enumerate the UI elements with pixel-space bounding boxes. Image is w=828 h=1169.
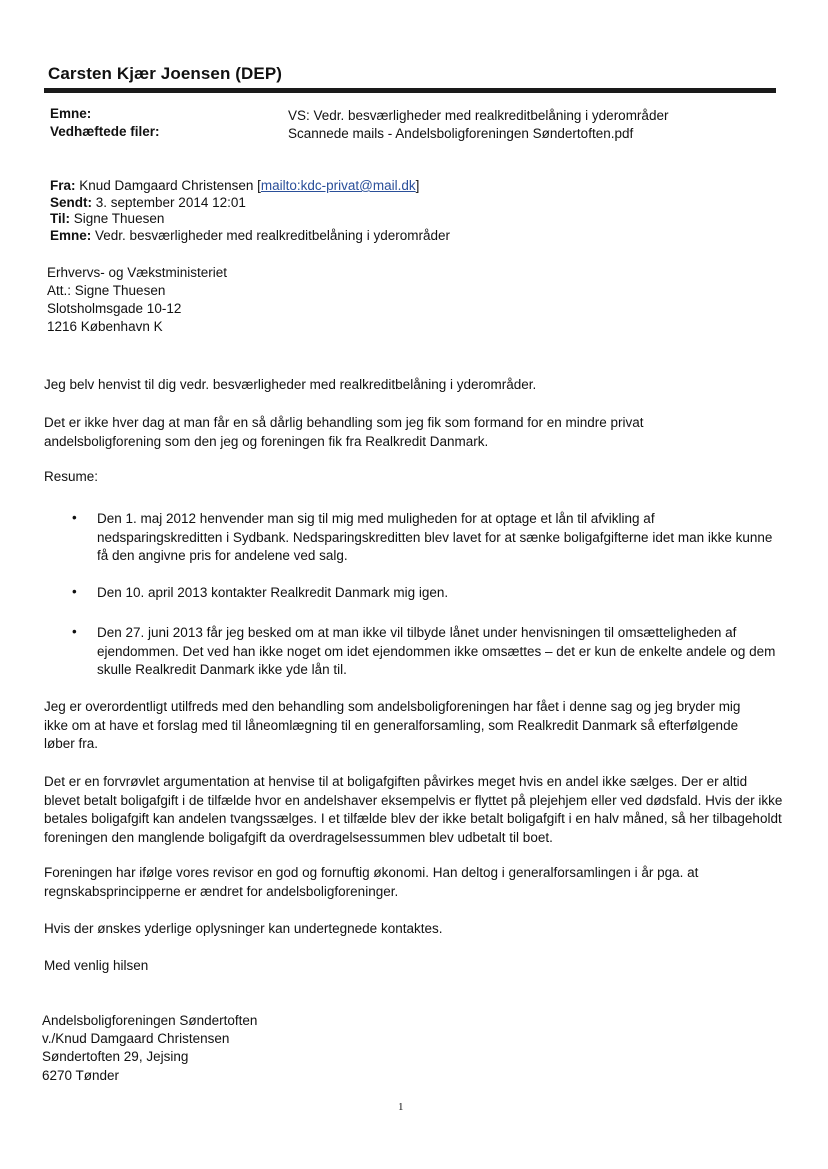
bullet-dot: • — [72, 510, 77, 525]
bullet-dot: • — [72, 584, 77, 599]
sent-label: Sendt: — [50, 195, 92, 210]
to-value: Signe Thuesen — [73, 211, 165, 226]
page-number: 1 — [398, 1101, 404, 1113]
subject-label: Emne: — [50, 106, 92, 121]
address-line: Erhvervs- og Vækstministeriet — [47, 265, 228, 280]
address-line: Slotsholmsgade 10-12 — [47, 301, 182, 316]
closing: Med venlig hilsen — [44, 958, 149, 973]
bullet-dot: • — [72, 624, 77, 639]
sent-value: 3. september 2014 12:01 — [95, 195, 246, 210]
signature-line: Andelsboligforeningen Søndertoften — [42, 1013, 258, 1028]
from-email-link[interactable]: mailto:kdc-privat@mail.dk — [260, 178, 416, 193]
resume-label: Resume: — [44, 469, 99, 484]
address-line: Att.: Signe Thuesen — [47, 283, 166, 298]
forwarded-subject-value: Vedr. besværligheder med realkreditbelåning i yderområder — [95, 228, 450, 243]
sender-heading: Carsten Kjær Joensen (DEP) — [48, 64, 283, 83]
to-label: Til: — [50, 211, 70, 226]
from-line: Fra: Knud Damgaard Christensen [mailto:kdc-privat@mail.dk] — [50, 178, 420, 193]
body-paragraph: Jeg er overordentligt utilfreds med den behandling som andelsboligforeningen har fået i denne sag og jeg bryder mig ikke om at have et forslag med til låneomlægning til en generalforsamling, som Realkredit Danmark så efterfølgende løber fra. — [44, 699, 741, 751]
to-line — [50, 211, 164, 226]
signature-line: Søndertoften 29, Jejsing — [42, 1049, 189, 1064]
subject-value: VS: Vedr. besværligheder med realkreditbelåning i yderområder — [288, 108, 669, 123]
body-paragraph: Foreningen har ifølge vores revisor en god og fornuftig økonomi. Han deltog i generalforsamlingen i år pga. at regnskabsprincipperne er ændret for andelsboligforeninger. — [44, 865, 699, 899]
bullet-item: Den 10. april 2013 kontakter Realkredit Danmark mig igen. — [97, 585, 449, 600]
attachments-label: Vedhæftede filer: — [50, 124, 160, 139]
body-paragraph: Det er ikke hver dag at man får en så dårlig behandling som jeg fik som formand for en mindre privat andelsboligforening som den jeg og foreningen fik fra Realkredit Danmark. — [44, 415, 644, 449]
body-paragraph: Jeg belv henvist til dig vedr. besværligheder med realkreditbelåning i yderområder. — [44, 377, 537, 392]
address-line: 1216 København K — [47, 319, 163, 334]
sent-line — [50, 195, 246, 210]
header-rule — [44, 88, 776, 93]
from-name: Knud Damgaard Christensen — [79, 178, 254, 193]
signature-line: v./Knud Damgaard Christensen — [42, 1031, 230, 1046]
bullet-item: Den 27. juni 2013 får jeg besked om at man ikke vil tilbyde lånet under henvisningen til omsætteligheden af ejendommen. Det ved han ikke noget om idet ejendommen ikke omsættes – det er kun de enkelte andele og dem skulle Realkredit Danmark ikke yde lån til. — [97, 625, 776, 677]
attachment-link[interactable]: Scannede mails - Andelsboligforeningen Søndertoften.pdf — [288, 126, 634, 141]
bullet-item: Den 1. maj 2012 henvender man sig til mig med muligheden for at optage et lån til afvikling af nedsparingskreditten i Sydbank. Nedsparingskreditten blev lavet for at sænke boligafgifterne idet man ikke kunne få den angivne pris for andelene ved salg. — [97, 511, 773, 563]
body-paragraph: Hvis der ønskes yderlige oplysninger kan undertegnede kontaktes. — [44, 921, 443, 936]
forwarded-subject-line — [50, 228, 450, 243]
from-label: Fra: — [50, 178, 76, 193]
signature-line: 6270 Tønder — [42, 1068, 120, 1083]
forwarded-subject-label: Emne: — [50, 228, 92, 243]
body-paragraph: Det er en forvrøvlet argumentation at henvise til at boligafgiften påvirkes meget hvis en andel ikke sælges. Der er altid blevet betalt boligafgift i de tilfælde hvor en andelshaver eksempelvis er flyttet på plejehjem eller ved dødsfald. Hvis der ikke betales boligafgift kan andelen tvangssælges. I et tilfælde blev der ikke betalt boligafgift i en halv måned, så her tilbageholdt foreningen den manglende boligafgift da overdragelsessummen blev udbetalt til boet. — [44, 774, 783, 845]
